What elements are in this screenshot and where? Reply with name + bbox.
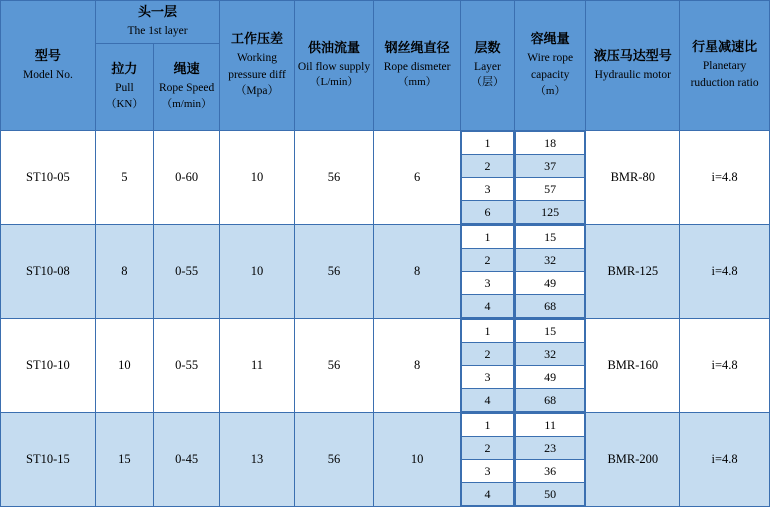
cell-layer-number: 2 <box>461 437 513 460</box>
header-rope-speed-unit: （m/min） <box>161 97 212 110</box>
cell-oil-flow: 56 <box>294 131 374 225</box>
header-layer-en: Layer <box>474 60 501 73</box>
layer-subrow <box>461 389 513 412</box>
cell-oil-flow: 56 <box>294 319 374 413</box>
cell-pull: 10 <box>95 319 153 413</box>
table-row <box>1 131 770 225</box>
table-row <box>1 225 770 319</box>
layer-subrow <box>461 414 513 437</box>
cell-layer-number: 3 <box>461 178 513 201</box>
cell-layer-number: 1 <box>461 320 513 343</box>
header-oil-flow <box>294 1 374 131</box>
layer-subrow <box>461 155 513 178</box>
header-first-layer <box>95 1 219 44</box>
cell-layer-number: 3 <box>461 460 513 483</box>
cell-model: ST10-05 <box>1 131 96 225</box>
cell-rope-capacity: 36 <box>515 460 584 483</box>
cell-layer-number: 4 <box>461 295 513 318</box>
header-pull-unit: （KN） <box>105 97 144 110</box>
cell-capacity-group <box>514 225 585 319</box>
cell-pull: 5 <box>95 131 153 225</box>
cell-layer-group <box>460 225 514 319</box>
cell-rope-capacity: 15 <box>515 226 584 249</box>
cell-model: ST10-10 <box>1 319 96 413</box>
cell-pull: 15 <box>95 413 153 507</box>
cell-layer-group <box>460 319 514 413</box>
header-reduction-ratio <box>680 1 770 131</box>
capacity-subrow <box>515 389 584 412</box>
cell-rope-capacity: 57 <box>515 178 584 201</box>
layer-subrow <box>461 272 513 295</box>
cell-layer-number: 1 <box>461 132 513 155</box>
capacity-subrow <box>515 132 584 155</box>
cell-model: ST10-08 <box>1 225 96 319</box>
layer-subrow <box>461 249 513 272</box>
cell-rope-speed: 0-55 <box>153 225 219 319</box>
header-hydraulic-motor-cn: 液压马达型号 <box>593 48 672 64</box>
cell-reduction-ratio: i=4.8 <box>680 413 770 507</box>
cell-model: ST10-15 <box>1 413 96 507</box>
capacity-subrow <box>515 249 584 272</box>
cell-working-pressure: 10 <box>220 225 294 319</box>
capacity-subrow <box>515 320 584 343</box>
capacity-subrow <box>515 226 584 249</box>
header-first-layer-cn: 头一层 <box>138 5 178 21</box>
header-hydraulic-motor <box>586 1 680 131</box>
cell-rope-capacity: 15 <box>515 320 584 343</box>
cell-layer-number: 4 <box>461 483 513 506</box>
layer-subrow <box>461 366 513 389</box>
cell-rope-speed: 0-45 <box>153 413 219 507</box>
capacity-subrow <box>515 343 584 366</box>
header-rope-speed-cn: 绳速 <box>173 62 200 78</box>
cell-rope-capacity: 23 <box>515 437 584 460</box>
cell-rope-capacity: 125 <box>515 201 584 224</box>
cell-hydraulic-motor: BMR-80 <box>586 131 680 225</box>
header-rope-capacity-unit: （m） <box>534 84 566 97</box>
capacity-subrow <box>515 272 584 295</box>
cell-rope-speed: 0-60 <box>153 131 219 225</box>
cell-hydraulic-motor: BMR-200 <box>586 413 680 507</box>
cell-rope-diameter: 8 <box>374 319 461 413</box>
header-layer <box>460 1 514 131</box>
header-oil-flow-en: Oil flow supply <box>297 60 371 73</box>
header-reduction-ratio-en: Planetary ruduction ratio <box>690 60 759 89</box>
header-rope-capacity <box>514 1 585 131</box>
cell-pull: 8 <box>95 225 153 319</box>
cell-rope-capacity: 32 <box>515 343 584 366</box>
header-oil-flow-cn: 供油流量 <box>307 40 360 56</box>
header-working-pressure-en: Working pressure diff（Mpa） <box>228 51 286 98</box>
cell-hydraulic-motor: BMR-125 <box>586 225 680 319</box>
cell-capacity-group <box>514 131 585 225</box>
header-model-en: Model No. <box>23 68 73 81</box>
layer-subrow <box>461 132 513 155</box>
cell-hydraulic-motor: BMR-160 <box>586 319 680 413</box>
header-model-cn: 型号 <box>34 48 61 64</box>
cell-rope-capacity: 49 <box>515 366 584 389</box>
cell-rope-capacity: 68 <box>515 389 584 412</box>
cell-oil-flow: 56 <box>294 225 374 319</box>
cell-capacity-group <box>514 319 585 413</box>
cell-reduction-ratio: i=4.8 <box>680 225 770 319</box>
header-working-pressure <box>220 1 294 131</box>
cell-layer-number: 2 <box>461 343 513 366</box>
capacity-subrow <box>515 414 584 437</box>
header-rope-diameter <box>374 1 461 131</box>
cell-layer-group <box>460 131 514 225</box>
header-rope-diameter-cn: 钢丝绳直径 <box>384 40 450 56</box>
header-model <box>1 1 96 131</box>
cell-rope-capacity: 32 <box>515 249 584 272</box>
cell-layer-number: 4 <box>461 389 513 412</box>
cell-reduction-ratio: i=4.8 <box>680 131 770 225</box>
cell-layer-number: 1 <box>461 226 513 249</box>
capacity-subrow <box>515 437 584 460</box>
cell-layer-number: 2 <box>461 249 513 272</box>
table-body <box>1 131 770 507</box>
cell-layer-number: 6 <box>461 201 513 224</box>
header-rope-capacity-cn: 容绳量 <box>530 32 570 48</box>
cell-working-pressure: 10 <box>220 131 294 225</box>
capacity-subrow <box>515 295 584 318</box>
header-working-pressure-cn: 工作压差 <box>230 32 283 48</box>
cell-layer-number: 1 <box>461 414 513 437</box>
layer-subrow <box>461 201 513 224</box>
cell-rope-capacity: 37 <box>515 155 584 178</box>
layer-subrow <box>461 226 513 249</box>
header-rope-diameter-unit: （mm） <box>397 76 437 89</box>
cell-layer-number: 2 <box>461 155 513 178</box>
cell-rope-diameter: 10 <box>374 413 461 507</box>
capacity-subrow <box>515 366 584 389</box>
table-row <box>1 319 770 413</box>
header-oil-flow-unit: （L/min） <box>309 76 359 89</box>
header-pull-en: Pull <box>115 82 134 95</box>
header-pull <box>95 44 153 131</box>
cell-layer-number: 3 <box>461 366 513 389</box>
cell-working-pressure: 13 <box>220 413 294 507</box>
header-layer-cn: 层数 <box>474 40 501 56</box>
cell-layer-number: 3 <box>461 272 513 295</box>
cell-rope-capacity: 68 <box>515 295 584 318</box>
table-header-row-1 <box>1 1 770 44</box>
cell-rope-diameter: 8 <box>374 225 461 319</box>
layer-subrow <box>461 320 513 343</box>
capacity-subrow <box>515 155 584 178</box>
capacity-subrow <box>515 201 584 224</box>
cell-capacity-group <box>514 413 585 507</box>
layer-subrow <box>461 295 513 318</box>
header-pull-cn: 拉力 <box>111 62 138 78</box>
header-rope-diameter-en: Rope dismeter <box>383 60 451 73</box>
cell-rope-speed: 0-55 <box>153 319 219 413</box>
cell-rope-capacity: 49 <box>515 272 584 295</box>
cell-reduction-ratio: i=4.8 <box>680 319 770 413</box>
header-reduction-ratio-cn: 行星减速比 <box>692 40 758 56</box>
header-rope-speed-en: Rope Speed <box>158 82 215 95</box>
cell-rope-diameter: 6 <box>374 131 461 225</box>
capacity-subrow <box>515 460 584 483</box>
header-hydraulic-motor-en: Hydraulic motor <box>594 68 671 81</box>
cell-working-pressure: 11 <box>220 319 294 413</box>
table-row <box>1 413 770 507</box>
cell-rope-capacity: 50 <box>515 483 584 506</box>
cell-layer-group <box>460 413 514 507</box>
layer-subrow <box>461 343 513 366</box>
layer-subrow <box>461 178 513 201</box>
layer-subrow <box>461 460 513 483</box>
header-layer-unit: （层） <box>470 76 504 89</box>
cell-oil-flow: 56 <box>294 413 374 507</box>
header-rope-capacity-en: Wire rope capacity <box>527 52 574 81</box>
cell-rope-capacity: 18 <box>515 132 584 155</box>
header-first-layer-en: The 1st layer <box>127 25 188 38</box>
layer-subrow <box>461 437 513 460</box>
capacity-subrow <box>515 178 584 201</box>
header-rope-speed <box>153 44 219 131</box>
cell-rope-capacity: 11 <box>515 414 584 437</box>
